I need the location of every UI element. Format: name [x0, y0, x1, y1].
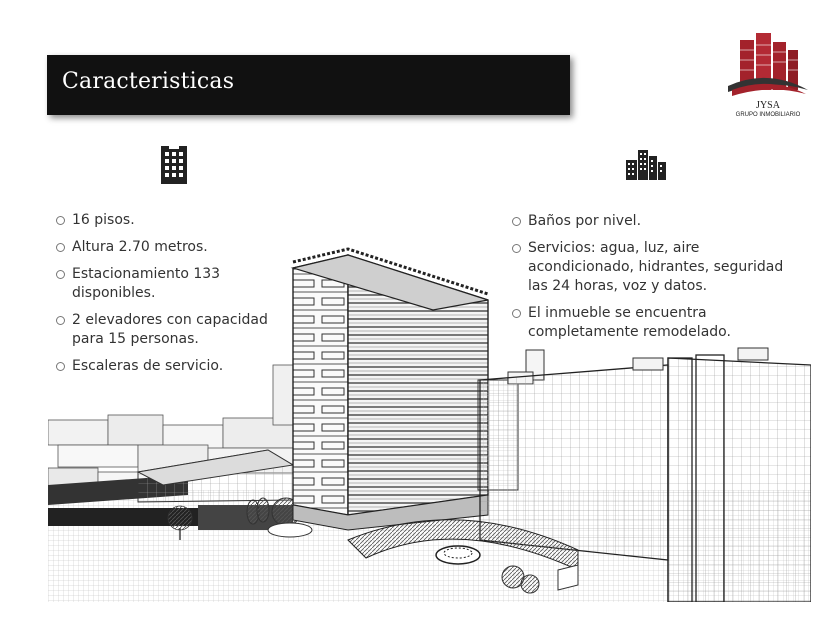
list-item: Escaleras de servicio.	[56, 357, 276, 376]
list-item: El inmueble se encuentra completamente remodelado.	[512, 304, 792, 342]
list-item: 16 pisos.	[56, 211, 276, 230]
list-item: Altura 2.70 metros.	[56, 238, 276, 257]
list-item: Estacionamiento 133 disponibles.	[56, 265, 276, 303]
list-item: 2 elevadores con capacidad para 15 personas.	[56, 311, 276, 349]
logo-mark	[726, 30, 810, 100]
company-logo	[726, 30, 810, 125]
building-icon	[161, 146, 187, 184]
slide-title: Caracteristicas	[62, 69, 235, 94]
list-item: Baños por nivel.	[512, 212, 792, 231]
city-buildings-icon	[626, 150, 666, 180]
logo-subtitle: GRUPO INMOBILIARIO	[735, 112, 801, 118]
features-list-right	[512, 212, 792, 350]
features-list-left	[56, 211, 276, 384]
logo-name: JYSA	[756, 100, 780, 111]
title-bar	[47, 55, 570, 115]
list-item: Servicios: agua, luz, aire acondicionado, hidrantes, seguridad las 24 horas, voz y datos.	[512, 239, 792, 296]
